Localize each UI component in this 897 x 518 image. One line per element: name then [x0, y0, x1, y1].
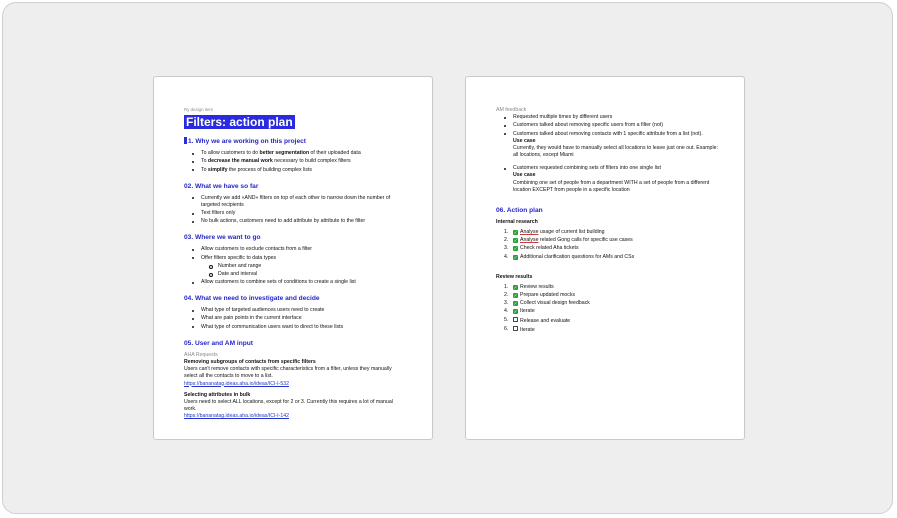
request-1-title: Removing subgroups of contacts from specific filters: [184, 359, 316, 365]
check-box-icon[interactable]: ✓: [513, 246, 518, 252]
request-2-link[interactable]: https://bananatag.ideas.aha.io/ideas/ICI-I-142: [184, 413, 289, 420]
section-1-heading: 1. Why we are working on this project: [184, 137, 406, 146]
list-item: 4. ✓ Iterate: [504, 308, 535, 315]
section-1-list: [184, 150, 406, 174]
list-item: 3. ✓ Collect visual design feedback: [504, 300, 590, 307]
section-2-heading: 02. What we have so far: [184, 182, 259, 190]
use-case-label: Use case: [513, 137, 536, 144]
document-page-2[interactable]: [465, 76, 745, 440]
list-item: Allow customers to exclude contacts from a filter: [184, 246, 406, 253]
list-item: To allow customers to do better segmentation of their uploaded data: [184, 150, 406, 157]
list-item: What type of targeted audiences users need to create: [184, 307, 406, 314]
section-2-list: [184, 195, 406, 226]
review-results-label: Review results: [496, 273, 533, 280]
page-1-content: [184, 107, 406, 420]
request-2-text: Users need to select ALL locations, except for 2 or 3. Currently this requires a lot of manual work.: [184, 398, 393, 413]
section-3-heading: 03. Where we want to go: [184, 234, 261, 242]
section-4-list: [184, 307, 406, 331]
list-item: What are pain points in the current interface: [184, 315, 406, 322]
list-item: Allow customers to combine sets of conditions to create a single list: [184, 279, 406, 286]
am-feedback-label: AM feedback: [496, 107, 527, 113]
list-item: 1. ✓ Review results: [504, 283, 554, 290]
request-2-title: Selecting attributes in bulk: [184, 391, 251, 398]
check-box-icon[interactable]: ✓: [513, 301, 518, 307]
internal-research-label: Internal research: [496, 218, 538, 225]
list-item: 5. Release and evaluate: [504, 316, 571, 324]
am-feedback-list: [496, 114, 718, 194]
section-3-list: [184, 246, 406, 286]
list-item: Requested multiple times by different users: [496, 114, 718, 121]
check-box-icon[interactable]: ✓: [513, 293, 518, 299]
document-page-1[interactable]: [153, 76, 433, 440]
request-1-link[interactable]: https://bananatag.ideas.aha.io/ideas/ICI-I-532: [184, 380, 289, 387]
use-case-text: Currently, they would have to manually select all locations to leave just one out. Example: all locations, except Miami: [513, 144, 718, 159]
empty-checkbox-icon[interactable]: [513, 326, 518, 331]
header-tag: Ry design item: [184, 107, 214, 112]
list-item: 3. ✓ Check related Aha tickets: [504, 245, 579, 252]
list-item: Customers talked about removing specific users from a filter (not): [496, 122, 718, 129]
list-item: What type of communication users want to direct to these lists: [184, 324, 406, 331]
list-item: To simplify the process of building complex lists: [184, 167, 406, 174]
list-item: Offer filters specific to data types: [184, 255, 406, 262]
list-item-text: Customers requested combining sets of filters into one single list: [513, 165, 661, 172]
check-box-icon[interactable]: ✓: [513, 238, 518, 244]
internal-research-list: [496, 229, 718, 261]
section-5-heading: 05. User and AM input: [184, 339, 253, 347]
canvas-frame: [2, 2, 893, 514]
sub-list-item: Date and interval: [184, 271, 406, 278]
list-item: 2. ✓ Prepare updated mocks: [504, 292, 576, 299]
list-item: [496, 165, 718, 194]
check-box-icon[interactable]: ✓: [513, 284, 518, 290]
list-item: 4. ✓ Additional clarification questions for AMs and CSs: [504, 253, 635, 260]
aha-requests-label: AHA Requests: [184, 351, 218, 358]
list-item: [496, 131, 718, 160]
request-1-text: Users can't remove contacts with specific characteristics from a filter, unless they manually select all the contacts to move to a list.: [184, 366, 392, 380]
list-item-text: Customers talked about removing contacts with 1 specific attribute from a list (not).: [513, 130, 703, 137]
check-box-icon[interactable]: ✓: [513, 254, 518, 260]
document-title[interactable]: Filters: action plan: [186, 115, 293, 130]
text-cursor: [184, 137, 187, 144]
check-box-icon[interactable]: ✓: [513, 309, 518, 315]
use-case-text: Combining one set of people from a department WITH a set of people from a different location EXCEPT from people in a specific location: [513, 179, 710, 193]
list-item: Currently we add «AND» filters on top of each other to narrow down the number of targeted recipients: [184, 195, 406, 209]
list-item: To decrease the manual work necessary to build complex filters: [184, 158, 406, 165]
check-box-icon[interactable]: ✓: [513, 230, 518, 236]
empty-checkbox-icon[interactable]: [513, 317, 518, 322]
sub-list-item: Number and range: [184, 263, 406, 270]
list-item: 6. Iterate: [504, 325, 535, 333]
list-item: No bulk actions, customers need to add attribute by attribute to the filter: [184, 218, 406, 225]
page-2-content: [496, 107, 718, 335]
list-item: 1. ✓ Analyse usage of current list building: [504, 229, 605, 236]
list-item: 2. ✓ Analyse related Gong calls for specific use cases: [504, 237, 633, 244]
section-6-heading: 06. Action plan: [496, 206, 543, 214]
review-results-list: [496, 284, 718, 334]
list-item: Text filters only: [184, 210, 406, 217]
use-case-label: Use case: [513, 172, 536, 179]
section-4-heading: 04. What we need to investigate and decide: [184, 295, 320, 303]
